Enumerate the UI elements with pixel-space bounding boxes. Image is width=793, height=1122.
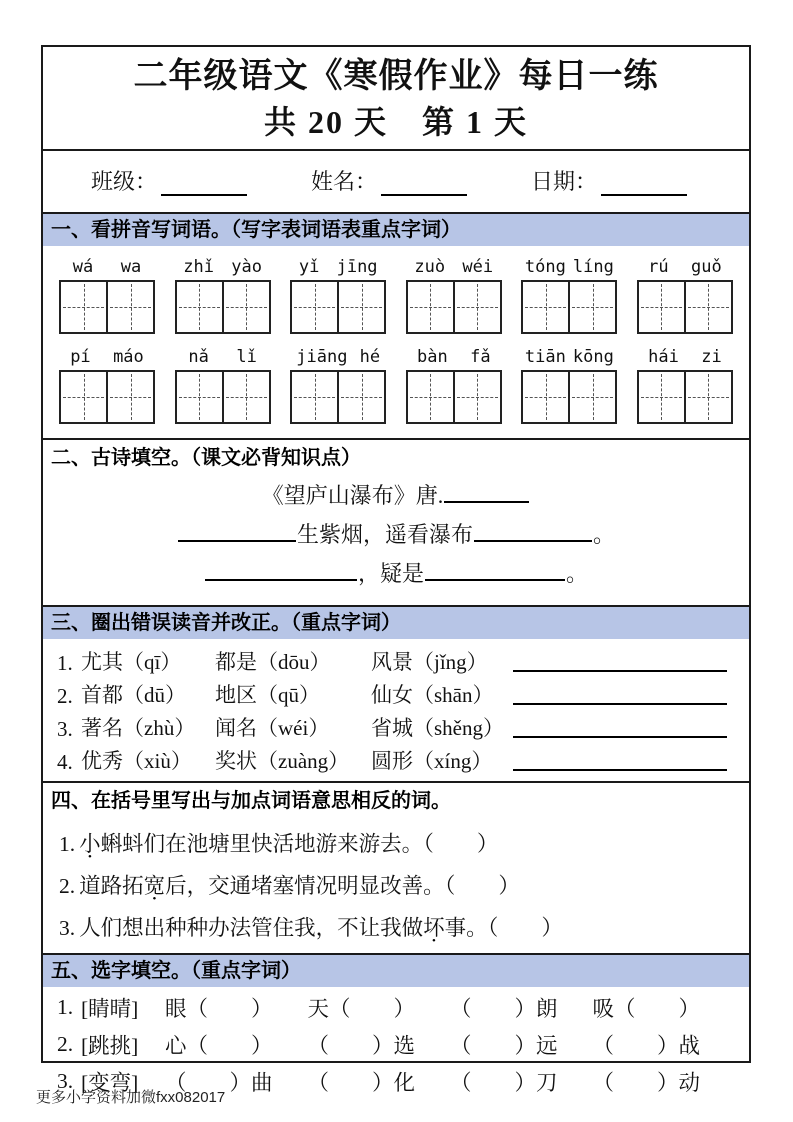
title-block xyxy=(43,47,749,149)
word-pinyin: 都是（dōu） xyxy=(215,650,331,674)
section3-header: 三、圈出错误读音并改正。（重点字词） xyxy=(43,605,749,639)
sentence-text: 人们想出种种办法管住我，不让我做 xyxy=(79,916,424,940)
poem-title-line xyxy=(43,481,749,511)
writing-grid xyxy=(59,280,155,334)
sentence-text: 蝌蚪们在池塘里快活地游来游去。（ ） xyxy=(100,832,499,856)
sentence-text: 道路拓 xyxy=(79,874,144,898)
sentence-text: 事。（ ） xyxy=(444,916,563,940)
word-pinyin: 首都（dū） xyxy=(81,683,186,707)
poem-text: 。 xyxy=(566,561,589,586)
pinyin-syllable: wéi xyxy=(462,257,494,277)
pinyin-syllable: tiān xyxy=(524,347,566,367)
item-number: 1. xyxy=(57,995,74,1019)
writing-grid xyxy=(406,370,502,424)
pinyin-syllable: máo xyxy=(113,347,144,367)
poem-line-1 xyxy=(43,520,749,550)
fill-item: （ ）远 xyxy=(450,1034,558,1058)
pinyin-syllable: nǎ xyxy=(188,347,209,367)
class-label: 班级： xyxy=(91,169,158,194)
char-choice-row xyxy=(57,989,735,1026)
class-blank-line xyxy=(161,192,247,196)
word-pinyin: 省城（shěng） xyxy=(371,716,504,740)
fill-item: 天（ ） xyxy=(307,997,416,1021)
pinyin-word xyxy=(175,346,271,424)
name-field xyxy=(311,165,467,196)
item-number: 2. xyxy=(59,874,76,898)
item-number: 3. xyxy=(57,1069,74,1093)
date-field xyxy=(531,165,687,196)
fill-item: 心（ ） xyxy=(165,1034,273,1058)
writing-grid xyxy=(637,370,733,424)
poem-title-text: 《望庐山瀑布》唐. xyxy=(261,483,444,508)
section2 xyxy=(43,438,749,605)
section2-header: 二、古诗填空。（课文必背知识点） xyxy=(51,447,361,469)
char-choices: [变弯] xyxy=(81,1071,139,1095)
pinyin-syllable: yǐ xyxy=(298,257,320,277)
antonym-sentence xyxy=(59,830,749,859)
worksheet-subtitle: 共 20 天 第 1 天 xyxy=(263,104,528,140)
worksheet-title: 二年级语文《寒假作业》每日一练 xyxy=(133,58,659,95)
char-choices: [睛晴] xyxy=(81,997,139,1021)
pinyin-syllable: wa xyxy=(120,257,142,277)
word-pinyin: 地区（qū） xyxy=(215,683,320,707)
item-number: 2. xyxy=(57,684,73,708)
pinyin-word xyxy=(406,346,502,424)
pinyin-syllable: yào xyxy=(231,257,262,277)
antonym-sentence xyxy=(59,914,749,943)
date-blank-line xyxy=(601,192,687,196)
pinyin-syllable: jiāng xyxy=(296,347,348,367)
writing-grid xyxy=(290,370,386,424)
section3-body xyxy=(43,639,749,781)
class-field xyxy=(91,165,247,196)
pinyin-syllable: hái xyxy=(648,347,679,367)
fill-item: （ ）选 xyxy=(307,1034,416,1058)
pinyin-word xyxy=(521,256,617,334)
student-info-row xyxy=(43,149,749,212)
pinyin-syllable: guǒ xyxy=(691,257,722,277)
item-number: 4. xyxy=(57,750,73,774)
writing-grid xyxy=(175,370,271,424)
antonym-sentence xyxy=(59,872,749,901)
poem-text: 。 xyxy=(593,522,616,547)
pinyin-word xyxy=(290,256,386,334)
answer-blank-line xyxy=(513,767,727,771)
correction-row xyxy=(57,709,735,742)
char-choices: [跳挑] xyxy=(81,1034,139,1058)
answer-blank-line xyxy=(513,668,727,672)
pinyin-word xyxy=(175,256,271,334)
pinyin-word xyxy=(290,346,386,424)
pinyin-syllable: kōng xyxy=(572,347,614,367)
pinyin-word xyxy=(59,256,155,334)
fill-item: 吸（ ） xyxy=(592,997,701,1021)
pinyin-syllable: tóng xyxy=(524,257,566,277)
poem-blank xyxy=(474,538,592,542)
emphasized-char: 宽 xyxy=(143,874,166,898)
pinyin-syllable: fǎ xyxy=(470,347,491,367)
writing-grid xyxy=(290,280,386,334)
word-pinyin: 仙女（shān） xyxy=(371,683,494,707)
poem-blank xyxy=(205,577,357,581)
fill-item: （ ）战 xyxy=(592,1034,701,1058)
word-pinyin: 圆形（xíng） xyxy=(371,749,493,773)
name-label: 姓名： xyxy=(311,169,378,194)
fill-item: （ ）刀 xyxy=(450,1071,558,1095)
correction-row xyxy=(57,643,735,676)
char-choice-row xyxy=(57,1026,735,1063)
pinyin-row-2 xyxy=(59,346,733,424)
fill-item: （ ）化 xyxy=(307,1071,416,1095)
poem-text: 生紫烟，遥看瀑布 xyxy=(296,522,473,547)
item-number: 2. xyxy=(57,1032,74,1056)
emphasized-char: 小 xyxy=(79,832,101,856)
sentence-text: 后，交通堵塞情况明显改善。（ ） xyxy=(165,874,520,898)
writing-grid xyxy=(521,280,617,334)
pinyin-syllable: pí xyxy=(70,347,91,367)
fill-item: （ ）曲 xyxy=(165,1071,273,1095)
section1-header: 一、看拼音写词语。（写字表词语表重点字词） xyxy=(43,212,749,246)
writing-grid xyxy=(175,280,271,334)
answer-blank-line xyxy=(513,734,727,738)
pinyin-syllable: zhǐ xyxy=(183,257,214,277)
word-pinyin: 闻名（wéi） xyxy=(215,716,330,740)
item-number: 3. xyxy=(59,916,76,940)
correction-row xyxy=(57,742,735,775)
pinyin-syllable: hé xyxy=(359,347,381,367)
item-number: 1. xyxy=(57,651,73,675)
footer-watermark: 更多小学资料加微fxx082017 xyxy=(36,1089,226,1106)
item-number: 1. xyxy=(59,832,76,856)
word-pinyin: 尤其（qī） xyxy=(81,650,182,674)
pinyin-syllable: lǐ xyxy=(236,347,257,367)
writing-grid xyxy=(59,370,155,424)
word-pinyin: 风景（jǐng） xyxy=(371,650,488,674)
pinyin-syllable: bàn xyxy=(416,347,448,367)
section1-body xyxy=(43,246,749,438)
emphasized-char: 坏 xyxy=(423,916,445,940)
pinyin-syllable: líng xyxy=(572,257,614,277)
word-pinyin: 著名（zhù） xyxy=(81,716,196,740)
pinyin-word xyxy=(637,346,733,424)
fill-item: 眼（ ） xyxy=(165,997,273,1021)
pinyin-syllable: rú xyxy=(648,257,669,277)
pinyin-syllable: zuò xyxy=(414,257,446,277)
pinyin-syllable: zi xyxy=(701,347,722,367)
section4-header: 四、在括号里写出与加点词语意思相反的词。 xyxy=(51,790,451,812)
pinyin-word xyxy=(637,256,733,334)
poem-text: ，疑是 xyxy=(357,561,424,586)
answer-blank-line xyxy=(513,701,727,705)
word-pinyin: 奖状（zuàng） xyxy=(215,749,350,773)
pinyin-word xyxy=(59,346,155,424)
word-pinyin: 优秀（xiù） xyxy=(81,749,192,773)
pinyin-syllable: jīng xyxy=(336,257,378,277)
writing-grid xyxy=(521,370,617,424)
date-label: 日期： xyxy=(531,169,598,194)
item-number: 3. xyxy=(57,717,73,741)
section5-header: 五、选字填空。（重点字词） xyxy=(43,953,749,987)
poem-blank xyxy=(425,577,565,581)
pinyin-syllable: wá xyxy=(72,257,94,277)
pinyin-word xyxy=(406,256,502,334)
section4 xyxy=(43,781,749,953)
poem-blank-author xyxy=(444,499,529,503)
correction-row xyxy=(57,676,735,709)
writing-grid xyxy=(406,280,502,334)
poem-blank xyxy=(178,538,296,542)
writing-grid xyxy=(637,280,733,334)
pinyin-word xyxy=(521,346,617,424)
pinyin-row-1 xyxy=(59,256,733,334)
worksheet-page xyxy=(41,45,751,1095)
section4-body xyxy=(43,815,749,953)
name-blank-line xyxy=(381,192,467,196)
fill-item: （ ）动 xyxy=(592,1071,701,1095)
poem-line-2 xyxy=(43,559,749,589)
fill-item: （ ）朗 xyxy=(450,997,558,1021)
